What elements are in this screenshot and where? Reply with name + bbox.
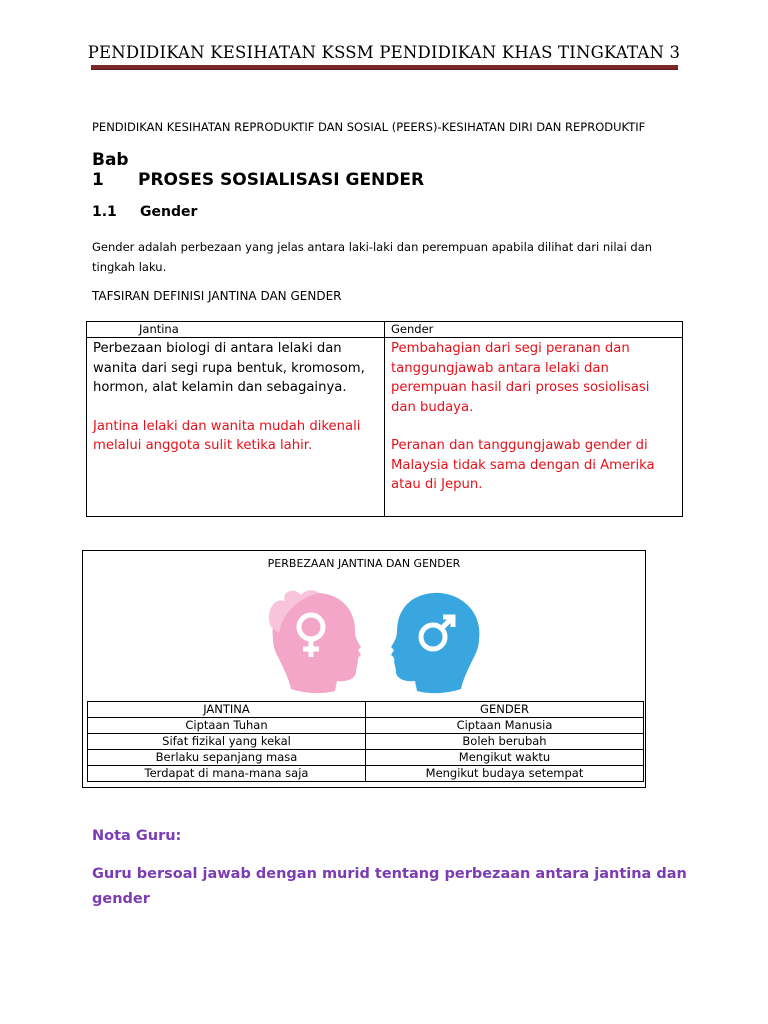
comparison-header-jantina: JANTINA xyxy=(88,702,366,718)
topic-subtitle: PENDIDIKAN KESIHATAN REPRODUKTIF DAN SOSIAL (PEERS)-KESIHATAN DIRI DAN REPRODUKTIF xyxy=(92,120,646,134)
header-divider xyxy=(91,65,678,70)
table-row xyxy=(88,766,644,782)
definition-table xyxy=(86,321,683,517)
jantina-definition-cell xyxy=(87,338,385,517)
tafsiran-heading: TAFSIRAN DEFINISI JANTINA DAN GENDER xyxy=(92,289,342,303)
section-title: Gender xyxy=(140,204,198,220)
female-head-icon xyxy=(269,590,361,693)
male-head-icon xyxy=(391,593,479,693)
table-row xyxy=(88,702,644,718)
table-cell: Ciptaan Manusia xyxy=(366,718,644,734)
comparison-title: PERBEZAAN JANTINA DAN GENDER xyxy=(267,557,461,570)
table-cell: Ciptaan Tuhan xyxy=(88,718,366,734)
jantina-definition-text: Perbezaan biologi di antara lelaki dan wanita dari segi rupa bentuk, kromosom, hormon, alat kelamin dan sebagainya. xyxy=(93,341,365,395)
comparison-box xyxy=(82,550,646,788)
section-heading xyxy=(92,204,197,220)
table-cell: Mengikut budaya setempat xyxy=(366,766,644,782)
table-row xyxy=(88,750,644,766)
nota-guru-text: Guru bersoal jawab dengan murid tentang perbezaan antara jantina dan gender xyxy=(92,866,687,907)
gender-definition: Gender adalah perbezaan yang jelas antara laki-laki dan perempuan apabila dilihat dari nilai dan tingkah laku. xyxy=(92,240,653,274)
comparison-table xyxy=(87,701,644,782)
chapter-title: PROSES SOSIALISASI GENDER xyxy=(138,170,425,190)
chapter-number: Bab 1 xyxy=(92,150,129,190)
table-cell: Terdapat di mana-mana saja xyxy=(88,766,366,782)
definition-header-gender: Gender xyxy=(385,322,683,338)
jantina-example-text: Jantina lelaki dan wanita mudah dikenali melalui anggota sulit ketika lahir. xyxy=(93,418,361,453)
section-number: 1.1 xyxy=(92,204,117,220)
gender-heads-illustration xyxy=(261,587,491,699)
comparison-header-gender: GENDER xyxy=(366,702,644,718)
gender-example-text: Peranan dan tanggungjawab gender di Malaysia tidak sama dengan di Amerika atau di Jepun. xyxy=(391,438,655,492)
table-row xyxy=(88,734,644,750)
gender-definition-cell xyxy=(385,338,683,517)
definition-header-jantina: Jantina xyxy=(87,322,385,338)
table-row xyxy=(88,718,644,734)
nota-guru-label: Nota Guru: xyxy=(92,828,182,844)
table-cell: Sifat fizikal yang kekal xyxy=(88,734,366,750)
page-header-title: PENDIDIKAN KESIHATAN KSSM PENDIDIKAN KHAS TINGKATAN 3 xyxy=(87,43,681,62)
chapter-heading xyxy=(92,150,424,190)
gender-definition-text: Pembahagian dari segi peranan dan tanggungjawab antara lelaki dan perempuan hasil dari proses sosiolisasi dan budaya. xyxy=(391,341,650,415)
table-cell: Berlaku sepanjang masa xyxy=(88,750,366,766)
table-cell: Mengikut waktu xyxy=(366,750,644,766)
table-cell: Boleh berubah xyxy=(366,734,644,750)
